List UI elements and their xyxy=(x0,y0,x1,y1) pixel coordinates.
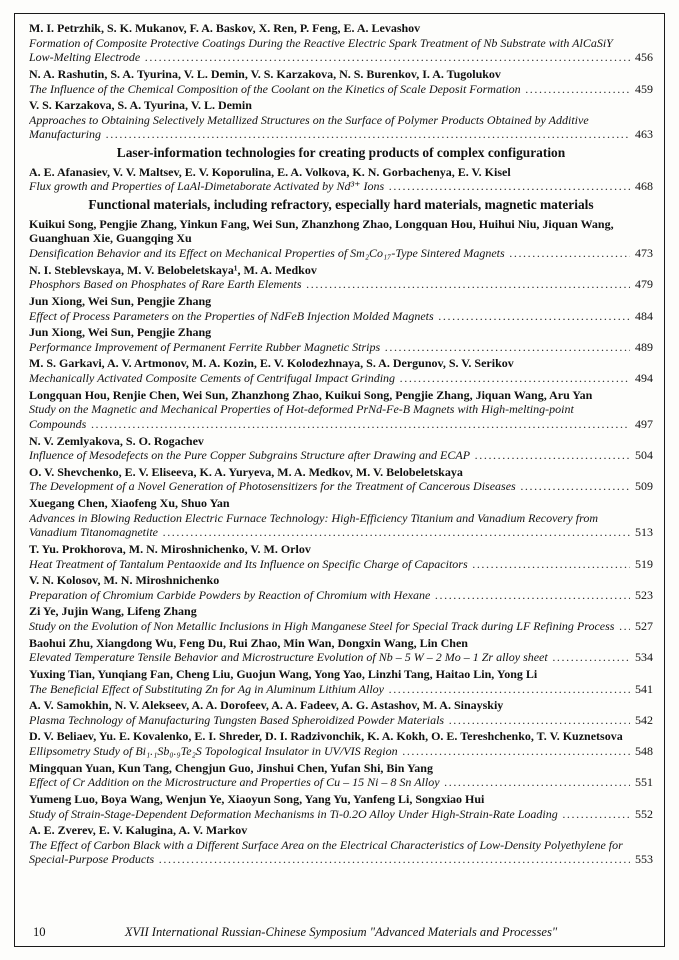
entry-title xyxy=(29,340,630,355)
entry-title xyxy=(29,682,630,697)
entry-authors: T. Yu. Prokhorova, M. N. Miroshnichenko, V. M. Orlov xyxy=(29,541,311,556)
entry-title xyxy=(29,82,630,97)
entry-title-line xyxy=(29,650,653,665)
entry-title xyxy=(29,713,630,728)
toc-entry xyxy=(29,636,653,665)
toc-entry xyxy=(29,294,653,323)
entry-authors: Yuxing Tian, Yunqiang Fan, Cheng Liu, Guojun Wang, Yong Yao, Linzhi Tang, Haitao Lin, Yong Li xyxy=(29,666,538,681)
entry-title xyxy=(29,402,630,431)
entry-page-number: 479 xyxy=(635,277,653,292)
entry-page-number: 463 xyxy=(635,127,653,142)
entry-authors: V. S. Karzakova, S. A. Tyurina, V. L. Demin xyxy=(29,98,252,113)
entry-title xyxy=(29,36,630,65)
toc-entry xyxy=(29,496,653,540)
entry-authors: Kuikui Song, Pengjie Zhang, Yinkun Fang, Wei Sun, Zhanzhong Zhao, Longquan Hou, Huihui Niu, Jiquan Wang, Guanghuan Xie, Guangqing Xu xyxy=(29,216,614,246)
entry-page-number: 494 xyxy=(635,371,653,385)
entry-title-line xyxy=(29,775,653,790)
entry-authors: Xuegang Chen, Xiaofeng Xu, Shuo Yan xyxy=(29,496,230,510)
entry-authors: D. V. Beliaev, Yu. E. Kovalenko, E. I. Shreder, D. I. Radzivonchik, K. A. Kokh, O. E. Tereshchenko, T. V. Kuznetsova xyxy=(29,729,623,744)
table-of-contents xyxy=(29,21,653,867)
entry-title xyxy=(29,113,630,142)
entry-title-text: Performance Improvement of Permanent Ferrite Rubber Magnetic Strips xyxy=(29,339,381,354)
toc-entry xyxy=(29,67,653,96)
entry-page-number: 527 xyxy=(635,619,653,633)
entry-authors: Baohui Zhu, Xiangdong Wu, Feng Du, Rui Zhao, Min Wan, Dongxin Wang, Lin Chen xyxy=(29,635,468,650)
entry-title xyxy=(29,650,630,665)
toc-entry xyxy=(29,21,653,65)
entry-title xyxy=(29,371,630,386)
toc-entry xyxy=(29,604,653,633)
entry-authors: A. V. Samokhin, N. V. Alekseev, A. A. Dorofeev, A. A. Fadeev, A. G. Astashov, M. A. Sinayskiy xyxy=(29,698,504,713)
entry-title-text: Phosphors Based on Phosphates of Rare Earth Elements xyxy=(29,277,302,292)
entry-title xyxy=(29,309,630,324)
entry-page-number: 509 xyxy=(635,479,653,494)
toc-entry xyxy=(29,761,653,790)
entry-title xyxy=(29,588,630,603)
entry-authors: N. I. Steblevskaya, M. V. Belobeletskaya¹, M. A. Medkov xyxy=(29,262,317,277)
entry-authors: O. V. Shevchenko, E. V. Eliseeva, K. A. Yuryeva, M. A. Medkov, M. V. Belobeletskaya xyxy=(29,464,463,479)
entry-title-text: Plasma Technology of Manufacturing Tungsten Based Spheroidized Powder Materials xyxy=(29,712,445,727)
entry-title xyxy=(29,744,630,759)
entry-title-text: Study on the Evolution of Non Metallic Inclusions in High Manganese Steel for Special Track during LF Refining Process xyxy=(29,619,615,633)
entry-title-text: Flux growth and Properties of LaAl-Dimetaborate Activated by Nd³⁺ Ions xyxy=(29,179,385,194)
entry-title-line xyxy=(29,82,653,97)
entry-title-text: Influence of Mesodefects on the Pure Copper Subgrains Structure after Drawing and ECAP xyxy=(29,448,471,463)
entry-title-text: Effect of Cr Addition on the Microstructure and Properties of Cu – 15 Ni – 8 Sn Alloy xyxy=(29,775,440,790)
entry-title-line xyxy=(29,371,653,386)
entry-title-text: Study on the Magnetic and Mechanical Properties of Hot-deformed PrNd-Fe-B Magnets with High-melting-point Compounds xyxy=(29,402,574,431)
entry-title xyxy=(29,448,630,463)
toc-entry xyxy=(29,388,653,432)
entry-page-number: 553 xyxy=(635,852,653,867)
entry-title-text: Formation of Composite Protective Coatings During the Reactive Electric Spark Treatment of Nb Substrate with AlCaSiY Low-Melting Electrode xyxy=(29,35,613,65)
entry-title xyxy=(29,557,630,572)
entry-authors: A. E. Zverev, E. V. Kalugina, A. V. Markov xyxy=(29,823,248,838)
toc-entry xyxy=(29,667,653,696)
entry-title-line xyxy=(29,36,653,65)
entry-title-text: The Beneficial Effect of Substituting Zn for Ag in Aluminum Lithium Alloy xyxy=(29,681,384,696)
toc-entry xyxy=(29,573,653,602)
entry-page-number: 456 xyxy=(635,50,653,65)
entry-authors: Jun Xiong, Wei Sun, Pengjie Zhang xyxy=(29,325,212,340)
entry-title-text: Heat Treatment of Tantalum Pentaoxide and Its Influence on Specific Charge of Capacitors xyxy=(29,556,468,571)
page-border-frame xyxy=(14,13,665,947)
entry-title-text: Advances in Blowing Reduction Electric Furnace Technology: High-Efficiency Titanium and Vanadium Recovery from Vanadium Titanomagnetite xyxy=(29,510,598,540)
entry-page-number: 552 xyxy=(635,806,653,821)
entry-title-line xyxy=(29,838,653,867)
entry-title-line xyxy=(29,113,653,142)
toc-entry xyxy=(29,823,653,867)
entry-authors: N. V. Zemlyakova, S. O. Rogachev xyxy=(29,433,204,448)
entry-title-line xyxy=(29,682,653,697)
entry-title-line xyxy=(29,588,653,603)
entry-title-line xyxy=(29,340,653,355)
entry-page-number: 541 xyxy=(635,681,653,696)
entry-authors: M. I. Petrzhik, S. K. Mukanov, F. A. Baskov, X. Ren, P. Feng, E. A. Levashov xyxy=(29,21,421,35)
entry-title xyxy=(29,775,630,790)
entry-page-number: 551 xyxy=(635,775,653,790)
entry-title-line xyxy=(29,309,653,324)
toc-entry xyxy=(29,792,653,821)
entry-title-line xyxy=(29,619,653,634)
entry-page-number: 484 xyxy=(635,308,653,323)
entry-title-line xyxy=(29,179,653,194)
toc-entry xyxy=(29,165,653,194)
entry-title-text: The Influence of the Chemical Composition of the Coolant on the Kinetics of Scale Deposit Formation xyxy=(29,81,521,96)
toc-entry xyxy=(29,356,653,385)
section-heading: Laser-information technologies for creating products of complex configuration xyxy=(116,145,566,160)
entry-page-number: 504 xyxy=(635,448,653,463)
entry-page-number: 473 xyxy=(635,246,653,260)
entry-title-text: The Development of a Novel Generation of Photosensitizers for the Treatment of Cancerous Diseases xyxy=(29,479,516,494)
entry-page-number: 534 xyxy=(635,650,653,665)
entry-page-number: 459 xyxy=(635,81,653,96)
entry-title xyxy=(29,838,630,867)
entry-title xyxy=(29,511,630,540)
entry-title xyxy=(29,179,630,194)
entry-title xyxy=(29,479,630,494)
entry-title-line xyxy=(29,557,653,572)
entry-page-number: 513 xyxy=(635,525,653,540)
entry-title-text: Study of Strain-Stage-Dependent Deformation Mechanisms in Ti-0.2O Alloy Under High-Strain-Rate Loading xyxy=(29,806,558,821)
entry-page-number: 497 xyxy=(635,416,653,431)
entry-title-line xyxy=(29,807,653,822)
entry-authors: M. S. Garkavi, A. V. Artmonov, M. A. Kozin, E. V. Kolodezhnaya, S. A. Dergunov, S. V. Serikov xyxy=(29,356,514,371)
entry-authors: N. A. Rashutin, S. A. Tyurina, V. L. Demin, V. S. Karzakova, N. S. Burenkov, I. A. Tugolukov xyxy=(29,66,501,81)
entry-title-text: The Effect of Carbon Black with a Different Surface Area on the Electrical Characteristics of Low-Density Polyethylene for Special-Purpose Products xyxy=(29,837,623,867)
entry-page-number: 548 xyxy=(635,744,653,758)
entry-title-text: Densification Behavior and its Effect on Mechanical Properties of Sm₂Co₁₇-Type Sintered Magnets xyxy=(29,246,505,260)
toc-entry xyxy=(29,98,653,142)
toc-entry xyxy=(29,465,653,494)
page-footer xyxy=(29,925,653,940)
footer-page-number: 10 xyxy=(33,924,46,939)
entry-title-line xyxy=(29,713,653,728)
entry-authors: V. N. Kolosov, M. N. Miroshnichenko xyxy=(29,573,220,588)
toc-entry xyxy=(29,542,653,571)
entry-title-text: Preparation of Chromium Carbide Powders by Reaction of Chromium with Hexane xyxy=(29,587,431,602)
entry-page-number: 468 xyxy=(635,179,653,194)
toc-entry xyxy=(29,698,653,727)
entry-title-text: Ellipsometry Study of Bi₁.₁Sb₀.₉Te₂S Topological Insulator in UV/VIS Region xyxy=(29,744,398,758)
entry-title xyxy=(29,277,630,292)
entry-title-line xyxy=(29,479,653,494)
section-heading: Functional materials, including refractory, especially hard materials, magnetic materials xyxy=(88,197,594,212)
entry-title-line xyxy=(29,448,653,463)
entry-title-line xyxy=(29,277,653,292)
entry-authors: A. E. Afanasiev, V. V. Maltsev, E. V. Koporulina, E. A. Volkova, K. N. Gorbachenya, E. V. Kisel xyxy=(29,164,511,179)
entry-page-number: 519 xyxy=(635,556,653,571)
entry-title xyxy=(29,619,630,634)
entry-page-number: 489 xyxy=(635,339,653,354)
entry-title-text: Mechanically Activated Composite Cements of Centrifugal Impact Grinding xyxy=(29,371,396,385)
entry-title-text: Effect of Process Parameters on the Properties of NdFeB Injection Molded Magnets xyxy=(29,308,434,323)
entry-page-number: 542 xyxy=(635,712,653,727)
entry-title-text: Approaches to Obtaining Selectively Metallized Structures on the Surface of Polymer Products Obtained by Additive Manufacturing xyxy=(29,112,589,142)
toc-entry xyxy=(29,263,653,292)
entry-authors: Jun Xiong, Wei Sun, Pengjie Zhang xyxy=(29,293,212,308)
entry-authors: Zi Ye, Jujin Wang, Lifeng Zhang xyxy=(29,604,197,619)
entry-page-number: 523 xyxy=(635,587,653,602)
entry-title-line xyxy=(29,402,653,431)
toc-entry xyxy=(29,729,653,758)
footer-symposium-title: XVII International Russian-Chinese Symposium "Advanced Materials and Processes" xyxy=(124,924,558,939)
entry-title-line xyxy=(29,744,653,759)
entry-authors: Yumeng Luo, Boya Wang, Wenjun Ye, Xiaoyun Song, Yang Yu, Yanfeng Li, Songxiao Hui xyxy=(29,791,485,806)
toc-entry xyxy=(29,434,653,463)
entry-title xyxy=(29,807,630,822)
entry-authors: Longquan Hou, Renjie Chen, Wei Sun, Zhanzhong Zhao, Kuikui Song, Pengjie Zhang, Jiquan Wang, Aru Yan xyxy=(29,387,593,402)
entry-title-text: Elevated Temperature Tensile Behavior and Microstructure Evolution of Nb – 5 W – 2 Mo – 1 Zr alloy sheet xyxy=(29,650,548,665)
entry-title-line xyxy=(29,511,653,540)
entry-title-line xyxy=(29,246,653,261)
toc-entry xyxy=(29,325,653,354)
entry-authors: Mingquan Yuan, Kun Tang, Chengjun Guo, Jinshui Chen, Yufan Shi, Bin Yang xyxy=(29,760,433,775)
toc-entry xyxy=(29,217,653,261)
entry-title xyxy=(29,246,630,261)
